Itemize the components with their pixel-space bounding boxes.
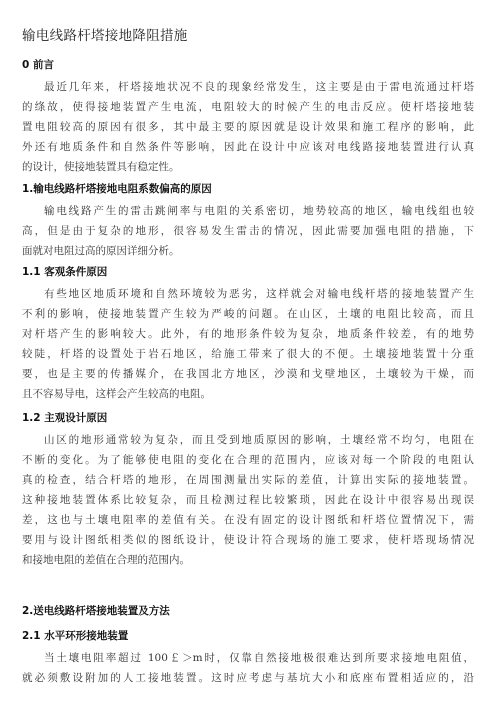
paragraph-line: 输电线路产生的雷击跳闸率与电阻的关系密切，地势较高的地区，输电线组也较 [44,205,474,217]
paragraph-line: 对杆塔产生的影响较大。此外，有的地形条件较为复杂，地质条件较差，有的地势 [22,328,474,340]
section-2-1-paragraph [22,648,474,688]
paragraph-line: 这种接地装置体系比较复杂，而且检测过程比较繁琐，因此在设计中很容易出现误 [22,494,474,506]
paragraph-line: 真的检查，结合杆塔的地形，在周围测量出实际的差值，计算出实际的接地装置。 [22,474,474,486]
paragraph-line: 的绦故，使得接地装置产生电流，电阻较大的时候产生的电击反应。使杆塔接地装 [22,101,474,113]
section-1-1-heading: 1.1 客观条件原因 [22,266,108,278]
paragraph-line: 的设计，使接地装置具有稳定性。 [22,161,180,173]
section-1-1-paragraph [22,284,474,404]
section-2-1-heading: 2.1 水平环形接地装置 [22,630,129,642]
paragraph-line: 外还有地质条件和自然条件等影响，因此在设计中应该对电线路接地装置进行认真 [22,141,474,153]
paragraph-line: 面就对电阻过高的原因详细分析。 [22,245,180,257]
paragraph-line: 不利的影响，使接地装置产生较为严峻的问题。在山区，土壤的电阻比较高，而且 [22,308,474,320]
paragraph-line: 要用与设计图纸相类似的图纸设计，使设计符合现场的施工要求，使杆塔现场情况 [22,534,474,546]
paragraph-line: 且不容易导电，这样会产生较高的电阻。 [22,388,211,400]
section-1-paragraph [22,201,474,261]
section-0-heading: 0 前言 [22,59,54,71]
section-0-paragraph [22,77,474,177]
paragraph-line: 高，但是由于复杂的地形，很容易发生雷击的情况，因此需要加强电阻的措施，下 [22,225,474,237]
document-title: 输电线路杆塔接地降阻措施 [22,28,188,44]
paragraph-line: 有些地区地质环境和自然环境较为恶劣，这样就会对输电线杆塔的接地装置产生 [44,288,474,300]
section-2-heading: 2.送电线路杆塔接地装置及方法 [22,605,170,617]
paragraph-line: 当土壤电阻率超过 100￡＞m时，仅靠自然接地极很难达到所要求接地电阻值， [44,652,474,664]
section-1-2-heading: 1.2 主观设计原因 [22,412,108,424]
paragraph-line: 和接地电阻的差值在合理的范围内。 [22,554,190,566]
paragraph-line: 差，这也与土壤电阻率的差值有关。在没有固定的设计图纸和杆塔位置情况下，需 [22,514,474,526]
paragraph-line: 要，也是主要的传播媒介，在我国北方地区，沙漠和戈壁地区，土壤较为干燥，而 [22,368,474,380]
paragraph-line: 不断的变化。为了能够使电阻的变化在合理的范围内，应该对每一个阶段的电阻认 [22,454,474,466]
paragraph-line: 就必须敷设附加的人工接地装置。这时应考虑与基坑大小和底座布置相适应的，沿 [22,672,474,684]
paragraph-line: 置电阻较高的原因有很多，其中最主要的原因就是设计效果和施工程序的影响，此 [22,121,474,133]
section-1-2-paragraph [22,430,474,570]
section-1-heading: 1.输电线路杆塔接地电阻系数偏高的原因 [22,183,212,195]
paragraph-line: 较陡，杆塔的设置处于岩石地区，给施工带来了很大的不便。土壤接地装置十分重 [22,348,474,360]
paragraph-line: 山区的地形通常较为复杂，而且受到地质原因的影响，土壤经常不均匀，电阻在 [44,434,474,446]
paragraph-line: 最近几年来，杆塔接地状况不良的现象经常发生，这主要是由于雷电流通过杆塔 [44,81,474,93]
